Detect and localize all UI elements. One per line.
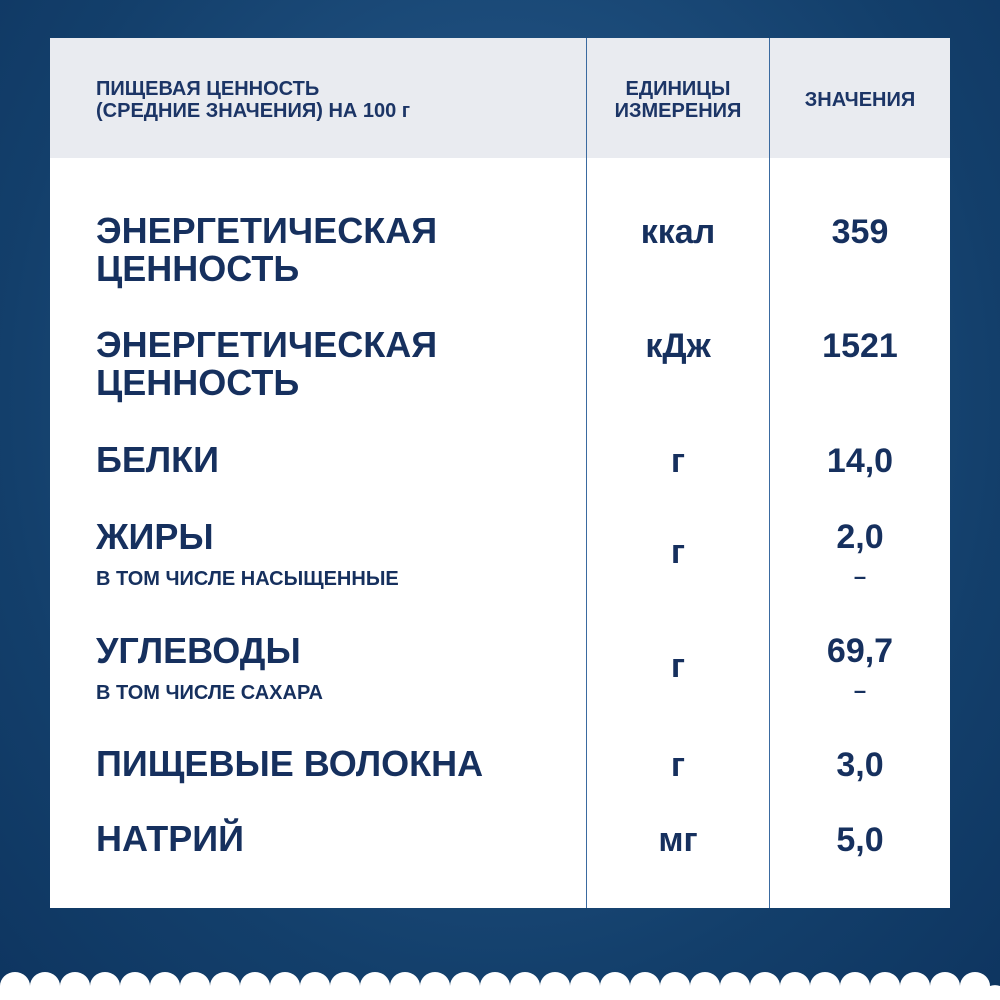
value-kj: 1521: [822, 327, 898, 365]
row-label-protein: БЕЛКИ: [96, 439, 219, 480]
unit-sodium: мг: [658, 821, 698, 859]
value-sodium: 5,0: [836, 821, 884, 859]
nutrition-table: [50, 38, 950, 908]
header-units-line1: ЕДИНИЦЫ: [625, 78, 731, 100]
value-sugars: –: [853, 678, 867, 703]
header-values: ЗНАЧЕНИЯ: [804, 89, 916, 111]
value-kcal: 359: [831, 213, 889, 251]
row-label-fiber: ПИЩЕВЫЕ ВОЛОКНА: [96, 743, 484, 784]
row-label-line: ЦЕННОСТЬ: [96, 248, 300, 289]
value-protein: 14,0: [826, 442, 894, 480]
row-label-line: ЦЕННОСТЬ: [96, 362, 300, 403]
header-units: [587, 78, 769, 122]
row-label-line: ЭНЕРГЕТИЧЕСКАЯ: [96, 210, 438, 251]
row-label-carbs: УГЛЕВОДЫ: [96, 630, 301, 671]
value-saturated: –: [853, 564, 867, 589]
row-label-line: ЭНЕРГЕТИЧЕСКАЯ: [96, 324, 438, 365]
unit-kj: кДж: [645, 327, 711, 365]
scallop-path: [0, 972, 1000, 1000]
header-nutrition-line2: (СРЕДНИЕ ЗНАЧЕНИЯ) НА 100 г: [96, 100, 411, 122]
row-label-energy-kcal: [96, 212, 437, 288]
row-label-fat: ЖИРЫ: [96, 516, 214, 557]
header-nutrition-title: [96, 78, 410, 122]
unit-kcal: ккал: [640, 213, 716, 251]
row-label-energy-kj: [96, 326, 437, 402]
value-fiber: 3,0: [836, 746, 884, 784]
unit-fat: г: [670, 533, 686, 571]
unit-carbs: г: [670, 647, 686, 685]
row-label-sodium: НАТРИЙ: [96, 818, 244, 859]
value-carbs: 69,7: [826, 632, 894, 670]
row-sub-saturated: В ТОМ ЧИСЛЕ НАСЫЩЕННЫЕ: [96, 568, 399, 590]
unit-protein: г: [670, 442, 686, 480]
header-units-line2: ИЗМЕРЕНИЯ: [614, 100, 742, 122]
header-nutrition-line1: ПИЩЕВАЯ ЦЕННОСТЬ: [96, 78, 320, 100]
scalloped-edge: [0, 962, 1000, 1000]
row-sub-sugars: В ТОМ ЧИСЛЕ САХАРА: [96, 682, 323, 704]
value-fat: 2,0: [836, 518, 884, 556]
unit-fiber: г: [670, 746, 686, 784]
